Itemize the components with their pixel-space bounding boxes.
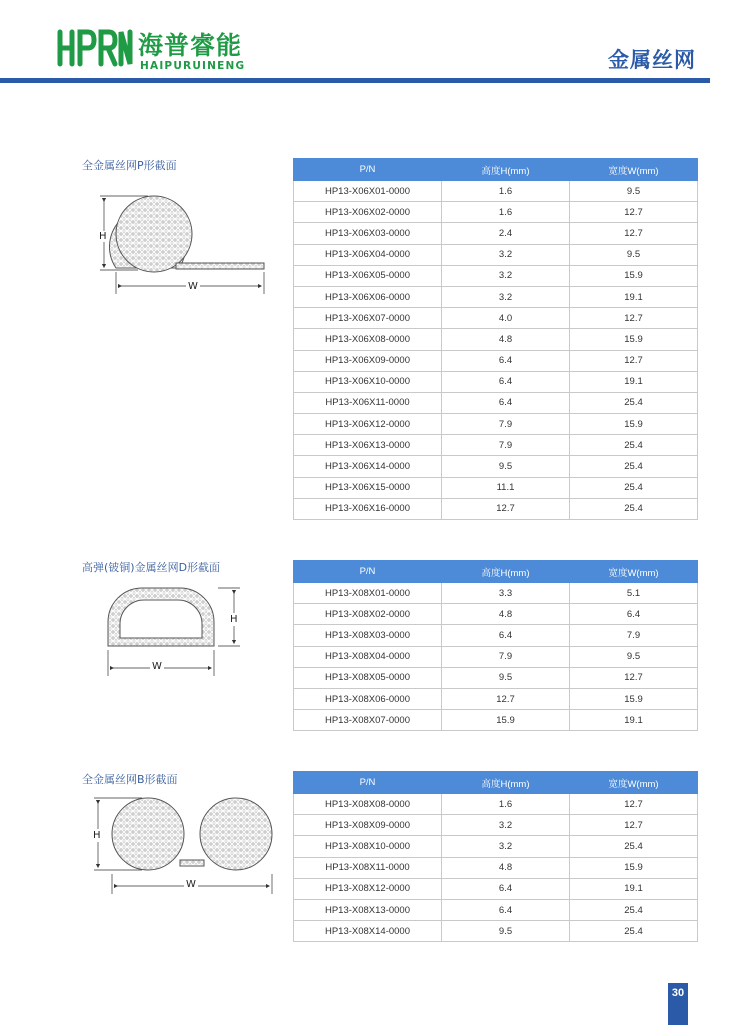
page-edge-tab <box>668 1003 688 1025</box>
cell-part-number: HP13-X06X04-0000 <box>294 244 442 265</box>
company-logo <box>56 26 246 76</box>
cell-height: 6.4 <box>442 350 570 371</box>
cell-height: 3.2 <box>442 265 570 286</box>
table-row <box>294 921 698 942</box>
section-title-p-profile: 全金属丝网P形截面 <box>82 159 177 172</box>
cell-part-number: HP13-X08X09-0000 <box>294 815 442 836</box>
cell-width: 9.5 <box>570 244 698 265</box>
brand-name-cn: 海普睿能 <box>138 31 243 60</box>
table-body <box>294 794 698 942</box>
cell-height: 4.0 <box>442 308 570 329</box>
cell-part-number: HP13-X06X05-0000 <box>294 265 442 286</box>
column-header-width: 宽度W(mm) <box>570 772 698 794</box>
cell-width: 19.1 <box>570 286 698 307</box>
brand-name-en: HAIPURUINENG <box>140 60 246 72</box>
column-header-pn: P/N <box>294 772 442 794</box>
table-row <box>294 646 698 667</box>
page-number: 30 <box>668 983 688 1003</box>
cell-part-number: HP13-X06X07-0000 <box>294 308 442 329</box>
cell-width: 12.7 <box>570 350 698 371</box>
cell-height: 6.4 <box>442 878 570 899</box>
cell-width: 25.4 <box>570 498 698 519</box>
cell-height: 4.8 <box>442 329 570 350</box>
table-row <box>294 223 698 244</box>
column-header-width: 宽度W(mm) <box>570 561 698 583</box>
height-label-p: H <box>99 231 107 242</box>
cell-part-number: HP13-X08X04-0000 <box>294 646 442 667</box>
cell-height: 6.4 <box>442 625 570 646</box>
cell-width: 19.1 <box>570 878 698 899</box>
column-header-pn: P/N <box>294 561 442 583</box>
cell-part-number: HP13-X08X01-0000 <box>294 583 442 604</box>
cell-width: 9.5 <box>570 646 698 667</box>
column-header-pn: P/N <box>294 159 442 181</box>
cell-part-number: HP13-X06X09-0000 <box>294 350 442 371</box>
table-row <box>294 710 698 731</box>
table-header-row <box>294 561 698 583</box>
width-label-p: W <box>188 281 198 292</box>
table-row <box>294 878 698 899</box>
table-row <box>294 286 698 307</box>
cell-height: 6.4 <box>442 392 570 413</box>
cell-height: 11.1 <box>442 477 570 498</box>
height-label-b: H <box>93 830 101 841</box>
cell-height: 7.9 <box>442 414 570 435</box>
cell-width: 25.4 <box>570 392 698 413</box>
hprn-logo-mark <box>56 28 134 68</box>
height-label-d: H <box>230 614 238 625</box>
cell-height: 6.4 <box>442 899 570 920</box>
table-row <box>294 371 698 392</box>
table-row <box>294 202 698 223</box>
cell-width: 12.7 <box>570 202 698 223</box>
table-row <box>294 477 698 498</box>
cell-part-number: HP13-X06X06-0000 <box>294 286 442 307</box>
table-row <box>294 414 698 435</box>
cell-part-number: HP13-X08X08-0000 <box>294 794 442 815</box>
table-row <box>294 435 698 456</box>
cell-width: 12.7 <box>570 667 698 688</box>
table-row <box>294 625 698 646</box>
cell-width: 15.9 <box>570 857 698 878</box>
d-profile-diagram <box>98 584 248 682</box>
width-label-b: W <box>186 879 196 890</box>
cell-width: 12.7 <box>570 223 698 244</box>
cell-width: 19.1 <box>570 371 698 392</box>
cell-width: 7.9 <box>570 625 698 646</box>
cell-height: 9.5 <box>442 667 570 688</box>
table-row <box>294 794 698 815</box>
cell-part-number: HP13-X08X03-0000 <box>294 625 442 646</box>
cell-height: 1.6 <box>442 202 570 223</box>
cell-width: 6.4 <box>570 604 698 625</box>
cell-width: 25.4 <box>570 899 698 920</box>
cell-height: 7.9 <box>442 646 570 667</box>
cell-width: 25.4 <box>570 921 698 942</box>
table-row <box>294 815 698 836</box>
cell-width: 12.7 <box>570 308 698 329</box>
table-row <box>294 456 698 477</box>
cell-height: 3.2 <box>442 244 570 265</box>
cell-part-number: HP13-X06X01-0000 <box>294 181 442 202</box>
cell-part-number: HP13-X08X05-0000 <box>294 667 442 688</box>
cell-part-number: HP13-X06X13-0000 <box>294 435 442 456</box>
cell-height: 7.9 <box>442 435 570 456</box>
column-header-height: 高度H(mm) <box>442 772 570 794</box>
cell-height: 2.4 <box>442 223 570 244</box>
spec-table-p-profile <box>293 158 698 520</box>
cell-width: 19.1 <box>570 710 698 731</box>
cell-part-number: HP13-X08X02-0000 <box>294 604 442 625</box>
cell-width: 15.9 <box>570 329 698 350</box>
cell-part-number: HP13-X08X12-0000 <box>294 878 442 899</box>
header-divider <box>0 78 710 83</box>
table-row <box>294 899 698 920</box>
cell-part-number: HP13-X08X10-0000 <box>294 836 442 857</box>
table-body <box>294 583 698 731</box>
cell-part-number: HP13-X06X08-0000 <box>294 329 442 350</box>
cell-width: 5.1 <box>570 583 698 604</box>
cell-part-number: HP13-X06X15-0000 <box>294 477 442 498</box>
cell-height: 1.6 <box>442 794 570 815</box>
cell-width: 12.7 <box>570 815 698 836</box>
cell-width: 12.7 <box>570 794 698 815</box>
table-row <box>294 498 698 519</box>
width-label-d: W <box>152 661 162 672</box>
table-row <box>294 350 698 371</box>
cell-part-number: HP13-X06X14-0000 <box>294 456 442 477</box>
cell-part-number: HP13-X08X06-0000 <box>294 688 442 709</box>
section-title-b-profile: 全金属丝网B形截面 <box>82 773 178 786</box>
spec-table-b-profile <box>293 771 698 942</box>
cell-part-number: HP13-X08X13-0000 <box>294 899 442 920</box>
cell-width: 25.4 <box>570 836 698 857</box>
cell-part-number: HP13-X06X12-0000 <box>294 414 442 435</box>
page-header <box>0 0 750 82</box>
p-profile-diagram <box>88 192 272 296</box>
cell-width: 25.4 <box>570 456 698 477</box>
cell-width: 9.5 <box>570 181 698 202</box>
cell-height: 3.2 <box>442 815 570 836</box>
cell-part-number: HP13-X06X03-0000 <box>294 223 442 244</box>
cell-part-number: HP13-X06X16-0000 <box>294 498 442 519</box>
section-title-d-profile: 高弹(铍铜)金属丝网D形截面 <box>82 561 221 574</box>
spec-table-d-profile <box>293 560 698 731</box>
cell-width: 25.4 <box>570 477 698 498</box>
cell-height: 4.8 <box>442 604 570 625</box>
cell-part-number: HP13-X08X07-0000 <box>294 710 442 731</box>
cell-part-number: HP13-X06X11-0000 <box>294 392 442 413</box>
cell-height: 4.8 <box>442 857 570 878</box>
cell-height: 3.2 <box>442 836 570 857</box>
table-row <box>294 329 698 350</box>
table-row <box>294 244 698 265</box>
table-row <box>294 265 698 286</box>
cell-height: 9.5 <box>442 456 570 477</box>
cell-height: 9.5 <box>442 921 570 942</box>
table-row <box>294 688 698 709</box>
table-row <box>294 667 698 688</box>
cell-part-number: HP13-X08X11-0000 <box>294 857 442 878</box>
cell-height: 6.4 <box>442 371 570 392</box>
table-body <box>294 181 698 520</box>
column-header-width: 宽度W(mm) <box>570 159 698 181</box>
table-row <box>294 857 698 878</box>
table-row <box>294 836 698 857</box>
table-header-row <box>294 772 698 794</box>
cell-part-number: HP13-X08X14-0000 <box>294 921 442 942</box>
cell-height: 3.2 <box>442 286 570 307</box>
cell-width: 25.4 <box>570 435 698 456</box>
column-header-height: 高度H(mm) <box>442 159 570 181</box>
cell-height: 3.3 <box>442 583 570 604</box>
table-header-row <box>294 159 698 181</box>
table-row <box>294 583 698 604</box>
table-row <box>294 392 698 413</box>
column-header-height: 高度H(mm) <box>442 561 570 583</box>
table-row <box>294 308 698 329</box>
cell-width: 15.9 <box>570 688 698 709</box>
cell-height: 12.7 <box>442 498 570 519</box>
cell-width: 15.9 <box>570 414 698 435</box>
table-row <box>294 604 698 625</box>
page-category-title: 金属丝网 <box>608 48 696 72</box>
cell-height: 12.7 <box>442 688 570 709</box>
table-row <box>294 181 698 202</box>
cell-height: 1.6 <box>442 181 570 202</box>
cell-width: 15.9 <box>570 265 698 286</box>
cell-part-number: HP13-X06X02-0000 <box>294 202 442 223</box>
cell-height: 15.9 <box>442 710 570 731</box>
cell-part-number: HP13-X06X10-0000 <box>294 371 442 392</box>
